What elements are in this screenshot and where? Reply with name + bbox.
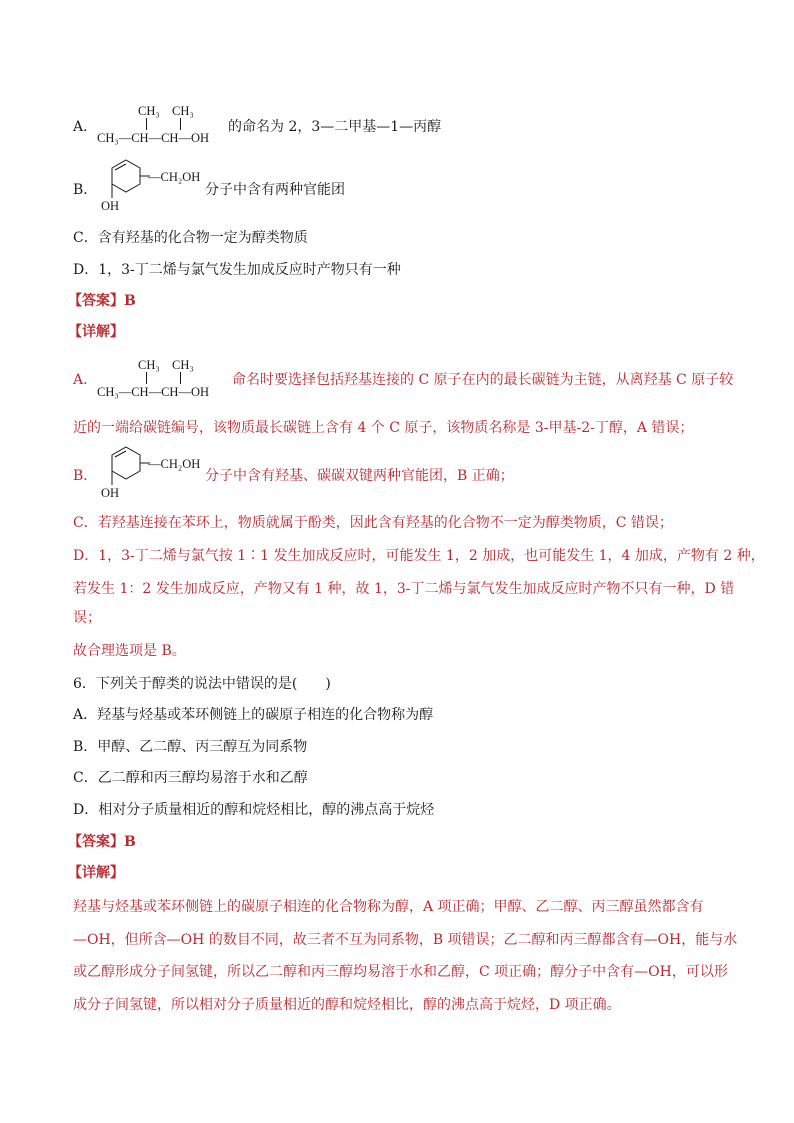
exp-substituent-ch2oh: —CH₂OH <box>148 457 201 471</box>
exp-b-prefix: B． <box>73 468 98 484</box>
substituent-ch2oh: —CH₂OH <box>148 170 201 184</box>
q6-exp-line-4: 成分子间氢键，所以相对分子质量相近的醇和烷烃相比，醇的沸点高于烷烃，D 项正确。 <box>73 997 621 1013</box>
main-chain-formula: CH₃—CH—CH—OH <box>97 131 210 145</box>
exp-methyl-1-label: CH₃ <box>138 358 160 372</box>
q6-exp-line-1: 羟基与烃基或苯环侧链上的碳原子相连的化合物称为醇，A 项正确；甲醇、乙二醇、丙三醇虽然都含有 <box>73 899 704 915</box>
q6-option-d: D．相对分子质量相近的醇和烷烃相比，醇的沸点高于烷烃 <box>73 802 435 818</box>
q6-detail-heading: 【详解】 <box>68 865 124 881</box>
exp-c-text: C．若羟基连接在苯环上，物质就属于酚类，因此含有羟基的化合物不一定为醇类物质，C 错误； <box>73 515 673 531</box>
q6-option-b: B．甲醇、乙二醇、丙三醇互为同系物 <box>73 739 308 755</box>
q6-exp-line-2: —OH，但所含—OH 的数目不同，故三者不互为同系物，B 项错误；乙二醇和丙三醇都含有—OH，能与水 <box>73 932 738 948</box>
q5-conclusion: 故合理选项是 B。 <box>73 643 186 659</box>
option-b-prefix: B． <box>73 182 98 198</box>
exp-hydroxyl-label: OH <box>101 486 120 500</box>
q6-exp-line-3: 或乙醇形成分子间氢键，所以乙二醇和丙三醇均易溶于水和乙醇，C 项正确；醇分子中含有—OH，可以形 <box>73 964 728 980</box>
q5-answer: 【答案】B <box>68 293 136 309</box>
q6-answer: 【答案】B <box>68 834 136 850</box>
methyl-2-label: CH₃ <box>172 104 194 118</box>
q6-option-c: C．乙二醇和丙三醇均易溶于水和乙醇 <box>73 770 308 786</box>
exp-b-text: 分子中含有羟基、碳碳双键两种官能团，B 正确； <box>205 468 514 484</box>
bond-vertical-2 <box>180 118 181 130</box>
option-b-text: 分子中含有两种官能团 <box>205 182 345 198</box>
q6-stem: 6．下列关于醇类的说法中错误的是( ) <box>73 676 331 692</box>
q5-option-c: C．含有羟基的化合物一定为醇类物质 <box>73 230 308 246</box>
q5-option-a <box>73 117 97 137</box>
exp-a-line-1: 命名时要选择包括羟基连接的 C 原子在内的最长碳链为主链，从离羟基 C 原子较 <box>232 372 734 388</box>
bond-vertical-1 <box>146 118 147 130</box>
exp-d-line-3: 误； <box>73 610 101 626</box>
q5-detail-heading: 【详解】 <box>68 324 124 340</box>
q6-option-a: A．羟基与烃基或苯环侧链上的碳原子相连的化合物称为醇 <box>73 707 434 723</box>
exp-d-line-2: 若发生 1：2 发生加成反应，产物又有 1 种，故 1，3-丁二烯与氯气发生加成反应时产物不只有一种，D 错 <box>73 581 735 597</box>
option-a-prefix: A． <box>73 119 98 135</box>
exp-bond-vertical-1 <box>146 372 147 384</box>
q5-option-d: D．1，3-丁二烯与氯气发生加成反应时产物只有一种 <box>73 262 401 278</box>
exp-main-chain-formula: CH₃—CH—CH—OH <box>97 385 210 399</box>
cyclohexene-structure-b <box>98 158 208 213</box>
methyl-1-label: CH₃ <box>138 104 160 118</box>
exp-d-line-1: D．1，3-丁二烯与氯气按 1∶1 发生加成反应时，可能发生 1，2 加成，也可能发生 1，4 加成，产物有 2 种， <box>73 548 765 564</box>
exp-cyclohexene-structure <box>98 445 208 500</box>
exp-a-prefix: A． <box>73 372 98 388</box>
hydroxyl-label: OH <box>101 199 120 213</box>
exp-a-line-2: 近的一端给碳链编号，该物质最长碳链上含有 4 个 C 原子，该物质名称是 3-甲基-2-丁醇，A 错误； <box>73 420 694 436</box>
option-a-text: 的命名为 2，3—二甲基—1—丙醇 <box>228 119 442 135</box>
exp-methyl-2-label: CH₃ <box>172 358 194 372</box>
exp-bond-vertical-2 <box>180 372 181 384</box>
